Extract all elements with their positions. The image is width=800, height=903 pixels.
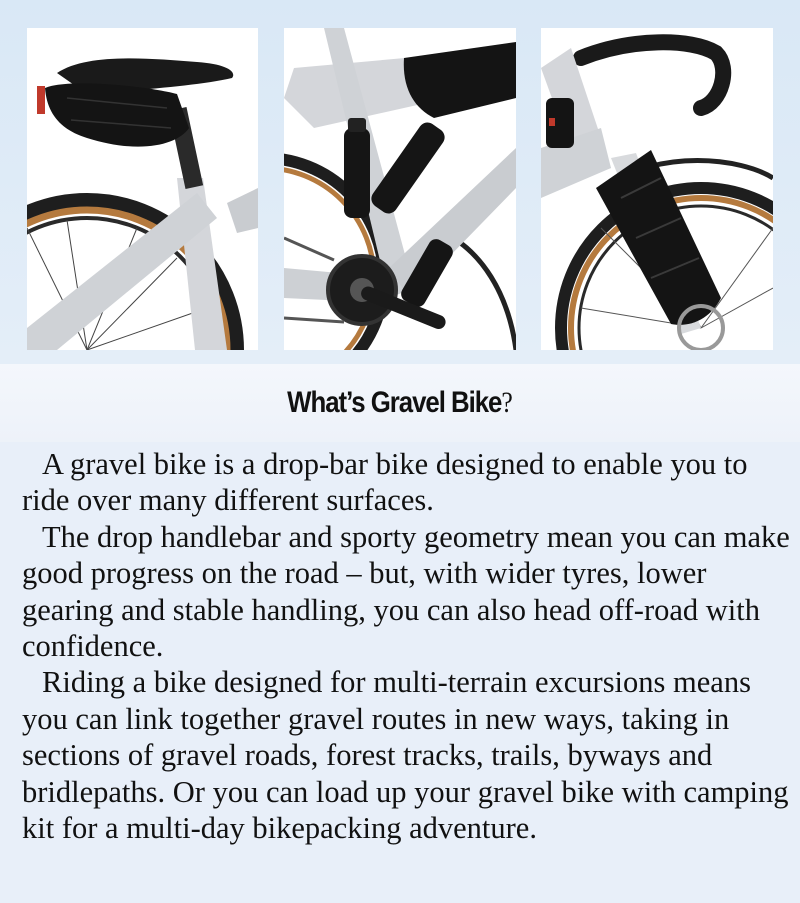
paragraph-terrain: Riding a bike designed for multi-terrain excursions means you can link together gravel routes in new ways, taking in sections of gravel roads, forest tracks, trails, byways and bridlepaths. Or you can load up your gravel bike with camping kit for a multi-day bikepacking adventure. [22,665,789,846]
fork-bag-illustration [541,28,773,350]
page-heading [56,386,744,420]
paragraph-intro: A gravel bike is a drop-bar bike designed to enable you to ride over many different surfaces. [22,447,748,518]
frame-bag-illustration [284,28,516,350]
heading-question-mark: ? [501,386,513,419]
saddle-bag-illustration [27,28,258,350]
saddle-bag-photo [27,28,258,350]
description-text [22,446,792,846]
fork-bag-photo [541,28,773,350]
frame-bag-photo [284,28,516,350]
paragraph-geometry: The drop handlebar and sporty geometry mean you can make good progress on the road – but, with wider tyres, lower gearing and stable handling, you can also head off-road with confidence. [22,519,790,664]
heading-text: What’s Gravel Bike [287,386,502,419]
